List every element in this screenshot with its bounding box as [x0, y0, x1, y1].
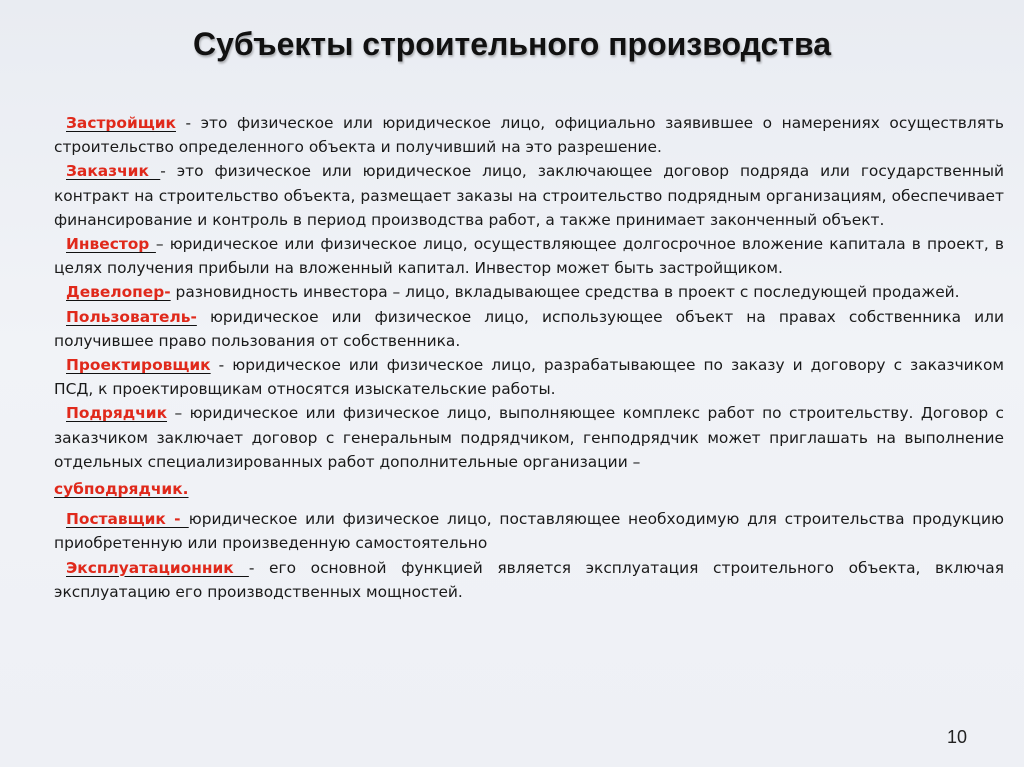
term-podryadchik: Подрядчик — [66, 404, 168, 423]
definition-developer — [54, 280, 1004, 304]
definition-zastroyshchik — [54, 111, 1004, 159]
definition-postavshchik — [54, 507, 1004, 555]
definition-text: юридическое или физическое лицо, поставляющее необходимую для строительства продукцию приобретенную или произведенную самостоятельно — [54, 510, 1004, 553]
slide-title: Субъекты строительного производства — [193, 26, 831, 62]
term-zakazchik: Заказчик — [66, 162, 161, 181]
definition-text: - юридическое или физическое лицо, разрабатывающее по заказу и договору с заказчиком ПСД, к проектировщикам относятся изыскательские работы. — [54, 356, 1004, 399]
term-postavshchik: Поставщик - — [66, 510, 189, 529]
term-developer: Девелопер- — [66, 283, 171, 302]
definition-zakazchik — [54, 159, 1004, 232]
term-zastroyshchik: Застройщик — [66, 114, 176, 132]
term-investor: Инвестор — [66, 235, 156, 254]
definition-podryadchik — [54, 401, 1004, 501]
definition-polzovatel — [54, 305, 1004, 353]
definition-proektirovshchik — [54, 353, 1004, 401]
definition-ekspluatatsionnik — [54, 556, 1004, 604]
term-subpodryadchik: субподрядчик. — [54, 480, 189, 499]
definition-text: – юридическое или физическое лицо, выполняющее комплекс работ по строительству. Договор с заказчиком заключает договор с генеральным подрядчиком, генподрядчик может приглашать на выполнение отдельных специализированных работ дополнительные организации – — [54, 404, 1004, 471]
definition-text: - его основной функцией является эксплуатация строительного объекта, включая эксплуатацию его производственных мощностей. — [54, 558, 1004, 601]
definitions-list — [54, 111, 1004, 604]
page-number: 10 — [946, 727, 967, 747]
definition-text: - это физическое или юридическое лицо, заключающее договор подряда или государственный контракт на строительство объекта, размещает заказы на строительство подрядным организациям, обеспечивает финансирование и контроль в период производства работ, а также принимает законченный объект. — [54, 162, 1004, 229]
term-polzovatel: Пользователь- — [66, 307, 197, 326]
term-ekspluatatsionnik: Эксплуатационник — [66, 558, 249, 577]
definition-text: – юридическое или физическое лицо, осуществляющее долгосрочное вложение капитала в проект, в целях получения прибыли на вложенный капитал. Инвестор может быть застройщиком. — [54, 235, 1004, 278]
definition-text: - это физическое или юридическое лицо, официально заявившее о намерениях осуществлять строительство определенного объекта и получивший на это разрешение. — [54, 114, 1004, 157]
definition-investor — [54, 232, 1004, 280]
definition-text: разновидность инвестора – лицо, вкладывающее средства в проект с последующей продажей. — [170, 283, 960, 302]
term-proektirovshchik: Проектировщик — [66, 356, 211, 375]
definition-text: юридическое или физическое лицо, использующее объект на правах собственника или получившее право пользования от собственника. — [54, 307, 1004, 350]
